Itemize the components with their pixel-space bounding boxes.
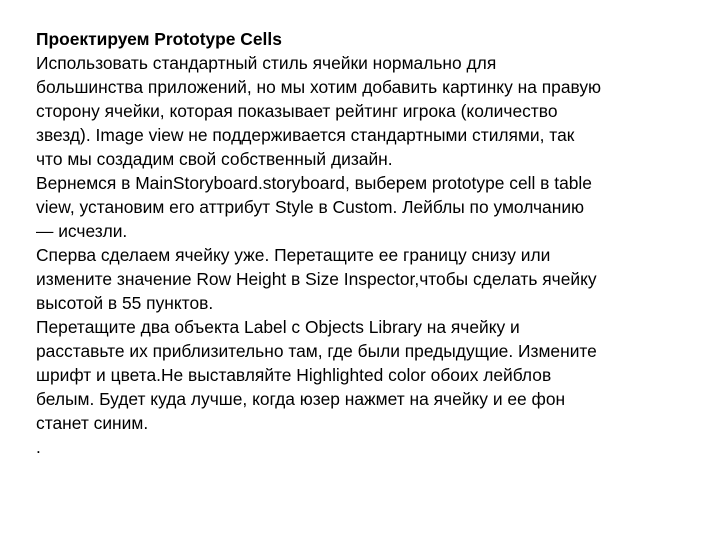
paragraph-trailing-dot: . <box>36 437 41 457</box>
paragraph-storyboard: Вернемся в MainStoryboard.storyboard, выберем prototype cell в table view, установим его аттрибут Style в Custom. Лейблы по умолчанию — исчезли. <box>36 173 592 241</box>
paragraph-labels: Перетащите два объекта Label с Objects Library на ячейку и расставьте их приблизительно там, где были предыдущие. Измените шрифт и цвета.Не выставляйте Highlighted color обоих лейблов белым. Будет куда лучше, когда юзер нажмет на ячейку и ее фон станет синим. <box>36 317 597 433</box>
paragraph-standard-style: Использовать стандартный стиль ячейки нормально для большинства приложений, но мы хотим добавить картинку на правую сторону ячейки, которая показывает рейтинг игрока (количество звезд). Image view не поддерживается стандартными стилями, так что мы создадим свой собственный дизайн. <box>36 53 602 169</box>
slide-title: Проектируем Prototype Cells <box>36 29 282 49</box>
slide-body <box>36 27 696 459</box>
paragraph-row-height: Сперва сделаем ячейку уже. Перетащите ее границу снизу или измените значение Row Height в Size Inspector,чтобы сделать ячейку высотой в 55 пунктов. <box>36 245 597 313</box>
